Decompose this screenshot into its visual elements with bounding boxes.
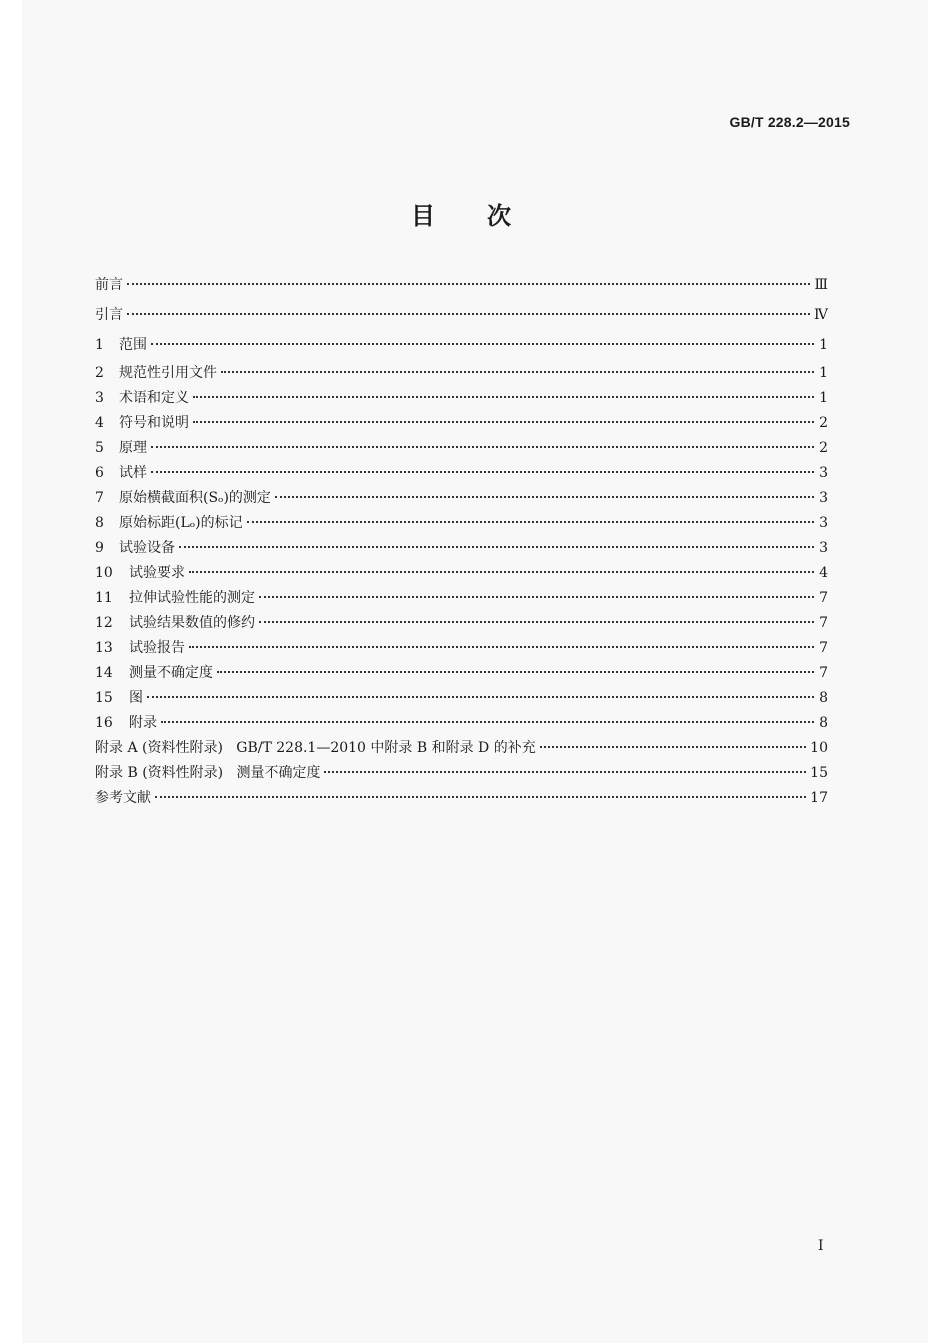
toc-entry[interactable] (95, 562, 828, 587)
toc-entry-title: 原始横截面积(Sₒ)的测定 (119, 490, 271, 506)
dot-leader (217, 671, 814, 673)
toc-entry-page: 7 (819, 615, 828, 631)
dot-leader (147, 696, 814, 698)
dot-leader (127, 283, 810, 285)
page-title: 目次 (411, 201, 563, 230)
page-number: I (818, 1238, 824, 1254)
toc-entry-page: 3 (819, 465, 828, 481)
toc-entry-title: 图 (129, 690, 143, 706)
dot-leader (247, 521, 814, 523)
toc-entry-title: 参考文献 (95, 790, 151, 806)
dot-leader (259, 596, 814, 598)
toc-entry-title: 符号和说明 (119, 415, 189, 431)
toc-entry[interactable] (95, 437, 828, 462)
toc-entry-title: 附录 A (资料性附录) GB/T 228.1—2010 中附录 B 和附录 D 的补充 (95, 740, 536, 756)
toc-entry-page: 1 (819, 390, 828, 406)
dot-leader (324, 771, 806, 773)
toc-entry[interactable] (95, 737, 828, 762)
toc-entry-page: 8 (819, 715, 828, 731)
dot-leader (151, 471, 814, 473)
toc-entry[interactable] (95, 362, 828, 387)
toc-entry-page: 7 (819, 665, 828, 681)
toc-entry[interactable] (95, 304, 828, 334)
toc-entry-page: 7 (819, 640, 828, 656)
toc-entry[interactable] (95, 712, 828, 737)
dot-leader (193, 396, 814, 398)
dot-leader (221, 371, 814, 373)
toc-entry-page: 3 (819, 490, 828, 506)
toc-entry-title: 试验设备 (119, 540, 175, 556)
toc-entry-number: 6 (95, 465, 104, 481)
toc-entry[interactable] (95, 612, 828, 637)
toc-entry-page: 2 (819, 440, 828, 456)
toc-entry-number: 16 (95, 715, 113, 731)
dot-leader (193, 421, 814, 423)
toc-entry-title: 试样 (119, 465, 147, 481)
toc-entry[interactable] (95, 587, 828, 612)
toc-entry-title: 规范性引用文件 (119, 365, 217, 381)
toc-entry-page: 3 (819, 540, 828, 556)
toc-entry-title: 拉伸试验性能的测定 (129, 590, 255, 606)
toc-entry[interactable] (95, 387, 828, 412)
toc-entry[interactable] (95, 334, 828, 362)
toc-entry-title: 引言 (95, 307, 123, 323)
toc-entry[interactable] (95, 787, 828, 812)
toc-entry-page: Ⅲ (814, 277, 828, 293)
document-page (22, 0, 928, 1343)
toc-entry-title: 测量不确定度 (129, 665, 213, 681)
toc-entry-number: 11 (95, 590, 113, 606)
toc-entry-title: 附录 (129, 715, 157, 731)
dot-leader (179, 546, 814, 548)
toc-entry-number: 5 (95, 440, 104, 456)
toc-entry[interactable] (95, 487, 828, 512)
dot-leader (189, 571, 814, 573)
toc-entry-number: 15 (95, 690, 113, 706)
toc-entry[interactable] (95, 637, 828, 662)
toc-entry-number: 7 (95, 490, 104, 506)
dot-leader (189, 646, 814, 648)
dot-leader (161, 721, 814, 723)
toc-entry-number: 10 (95, 565, 113, 581)
dot-leader (540, 746, 806, 748)
toc-entry-page: 1 (819, 337, 828, 353)
toc-entry-page: 2 (819, 415, 828, 431)
standard-number: GB/T 228.2—2015 (729, 114, 850, 130)
toc-entry-number: 14 (95, 665, 113, 681)
table-of-contents (95, 274, 828, 812)
dot-leader (151, 343, 814, 345)
toc-entry-number: 8 (95, 515, 104, 531)
toc-entry-page: 1 (819, 365, 828, 381)
toc-entry-title: 试验要求 (129, 565, 185, 581)
dot-leader (155, 796, 806, 798)
toc-entry[interactable] (95, 662, 828, 687)
toc-entry-page: Ⅳ (814, 307, 828, 323)
toc-entry-title: 前言 (95, 277, 123, 293)
toc-entry-number: 1 (95, 337, 104, 353)
toc-entry-page: 10 (810, 740, 828, 756)
toc-entry[interactable] (95, 462, 828, 487)
toc-entry-page: 3 (819, 515, 828, 531)
toc-entry-page: 4 (819, 565, 828, 581)
toc-entry-title: 试验结果数值的修约 (129, 615, 255, 631)
toc-entry[interactable] (95, 512, 828, 537)
toc-entry-page: 8 (819, 690, 828, 706)
toc-entry-title: 试验报告 (129, 640, 185, 656)
toc-entry-page: 17 (810, 790, 828, 806)
toc-entry-number: 12 (95, 615, 113, 631)
toc-entry-number: 3 (95, 390, 104, 406)
toc-entry[interactable] (95, 687, 828, 712)
toc-entry-title: 附录 B (资料性附录) 测量不确定度 (95, 765, 321, 781)
toc-entry-page: 7 (819, 590, 828, 606)
toc-entry-number: 4 (95, 415, 104, 431)
toc-entry-number: 9 (95, 540, 104, 556)
toc-entry[interactable] (95, 762, 828, 787)
toc-entry[interactable] (95, 412, 828, 437)
dot-leader (275, 496, 814, 498)
toc-entry-title: 范围 (119, 337, 147, 353)
toc-entry-number: 2 (95, 365, 104, 381)
toc-entry-number: 13 (95, 640, 113, 656)
toc-entry[interactable] (95, 274, 828, 304)
toc-entry-title: 原始标距(Lₒ)的标记 (119, 515, 243, 531)
toc-entry-title: 原理 (119, 440, 147, 456)
dot-leader (151, 446, 814, 448)
dot-leader (127, 313, 810, 315)
toc-entry-title: 术语和定义 (119, 390, 189, 406)
toc-entry[interactable] (95, 537, 828, 562)
dot-leader (259, 621, 814, 623)
toc-entry-page: 15 (810, 765, 828, 781)
